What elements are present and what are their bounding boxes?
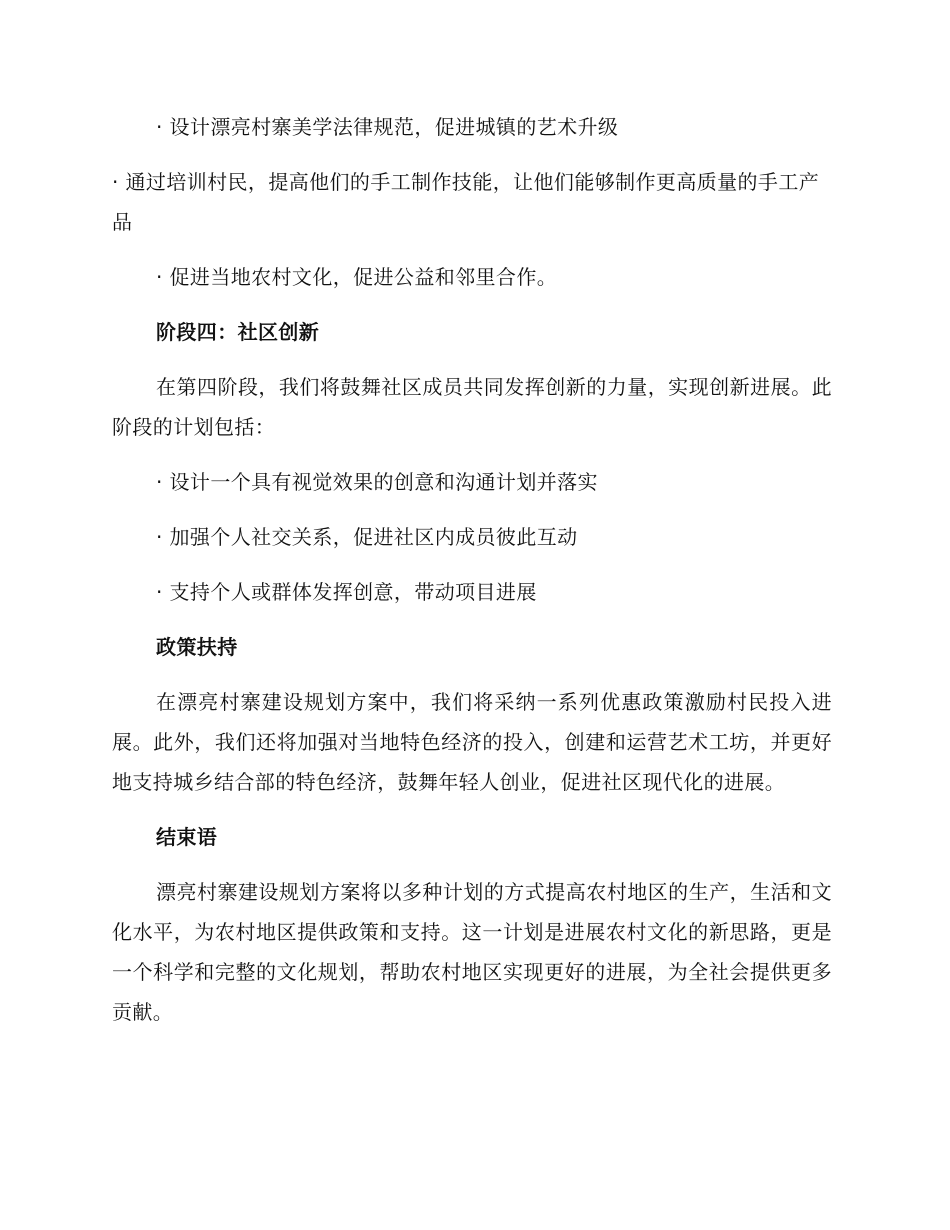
bullet-item-social: · 加强个人社交关系，促进社区内成员彼此互动 bbox=[156, 525, 578, 549]
section-heading-policy: 政策扶持 bbox=[156, 635, 238, 659]
document-page bbox=[112, 107, 832, 1047]
section-heading-stage-four: 阶段四：社区创新 bbox=[156, 320, 320, 344]
paragraph-stage-four-intro: 在第四阶段，我们将鼓舞社区成员共同发挥创新的力量，实现创新进展。此阶段的计划包括： bbox=[112, 375, 832, 439]
section-heading-conclusion: 结束语 bbox=[156, 825, 218, 849]
bullet-item-culture: · 促进当地农村文化，促进公益和邻里合作。 bbox=[156, 265, 558, 289]
bullet-item-creativity: · 支持个人或群体发挥创意，带动项目进展 bbox=[156, 580, 537, 604]
bullet-item-aesthetics: · 设计漂亮村寨美学法律规范，促进城镇的艺术升级 bbox=[156, 115, 619, 139]
paragraph-policy: 在漂亮村寨建设规划方案中，我们将采纳一系列优惠政策激励村民投入进展。此外，我们还将加强对当地特色经济的投入，创建和运营艺术工坊，并更好地支持城乡结合部的特色经济，鼓舞年轻人创业，促进社区现代化的进展。 bbox=[112, 690, 832, 794]
bullet-item-visual-plan: · 设计一个具有视觉效果的创意和沟通计划并落实 bbox=[156, 470, 598, 494]
bullet-item-training: · 通过培训村民，提高他们的手工制作技能，让他们能够制作更高质量的手工产品 bbox=[112, 170, 820, 234]
paragraph-conclusion: 漂亮村寨建设规划方案将以多种计划的方式提高农村地区的生产，生活和文化水平，为农村地区提供政策和支持。这一计划是进展农村文化的新思路，更是一个科学和完整的文化规划，帮助农村地区实现更好的进展，为全社会提供更多贡献。 bbox=[112, 880, 832, 1024]
